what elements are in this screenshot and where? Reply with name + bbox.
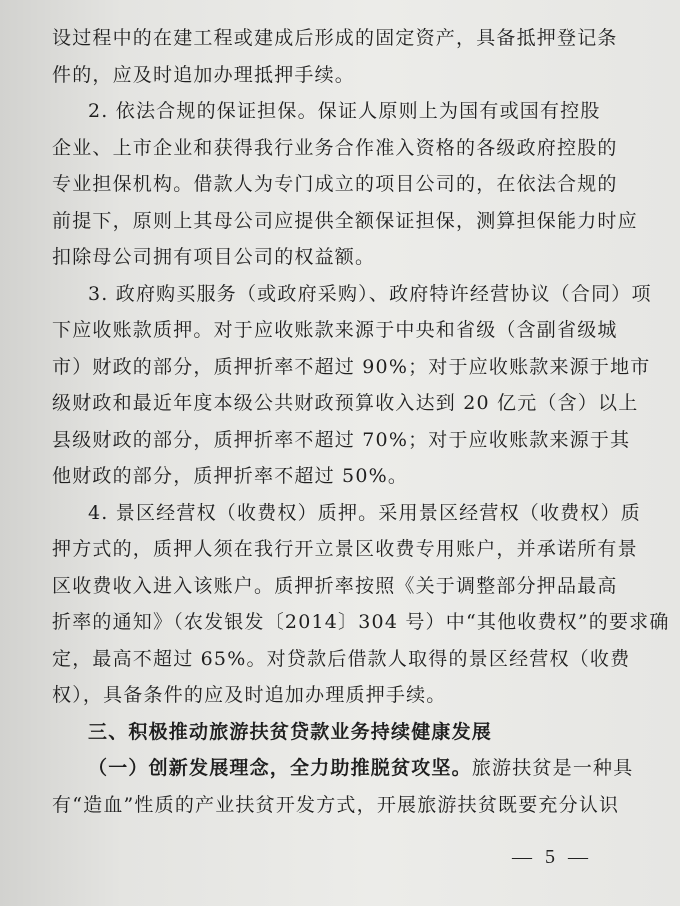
text-line: 扣除母公司拥有项目公司的权益额。 xyxy=(52,246,376,268)
body-text xyxy=(52,20,670,823)
text-line: 件的，应及时追加办理抵押手续。 xyxy=(52,63,356,86)
text-line: 押方式的，质押人须在我行开立景区收费专用账户，并承诺所有景 xyxy=(52,538,638,560)
text-line: 级财政和最近年度本级公共财政预算收入达到 20 亿元（含）以上 xyxy=(52,392,639,414)
paragraph-item-4: 4. 景区经营权（收费权）质押。采用景区经营权（收费权）质 xyxy=(88,501,641,524)
text-line: 专业担保机构。借款人为专门成立的项目公司的，在依法合规的 xyxy=(52,173,618,195)
paragraph-item-3: 3. 政府购买服务（或政府采购）、政府特许经营协议（合同）项 xyxy=(88,282,652,305)
text-line: 权），具备条件的应及时追加办理质押手续。 xyxy=(52,684,447,706)
subsection-heading: （一）创新发展理念，全力助推脱贫攻坚。 xyxy=(88,757,472,779)
text-line: 设过程中的在建工程或建成后形成的固定资产，具备抵押登记条 xyxy=(52,27,618,49)
text-line: 有“造血”性质的产业扶贫开发方式，开展旅游扶贫既要充分认识 xyxy=(52,793,620,816)
section-heading: 三、积极推动旅游扶贫贷款业务持续健康发展 xyxy=(88,720,493,743)
text-line: 下应收账款质押。对于应收账款来源于中央和省级（含副省级城 xyxy=(52,319,618,341)
paragraph-item-2: 2. 依法合规的保证担保。保证人原则上为国有或国有控股 xyxy=(88,100,601,122)
text-line: 定，最高不超过 65%。对贷款后借款人取得的景区经营权（收费 xyxy=(52,647,631,670)
text-line: 企业、上市企业和获得我行业务合作准入资格的各级政府控股的 xyxy=(52,136,618,159)
text-line: 他财政的部分，质押折率不超过 50%。 xyxy=(52,465,409,487)
subsection-paragraph xyxy=(52,750,636,787)
text-line: 前提下，原则上其母公司应提供全额保证担保，测算担保能力时应 xyxy=(52,209,638,232)
text-line: 折率的通知》（农发银发〔2014〕304 号）中“其他收费权”的要求确 xyxy=(52,611,670,633)
text-line: 区收费收入进入该账户。质押折率按照《关于调整部分押品最高 xyxy=(52,574,618,597)
text-line: 县级财政的部分，质押折率不超过 70%；对于应收账款来源于其 xyxy=(52,428,631,451)
subsection-text: 旅游扶贫是一种具 xyxy=(471,757,634,779)
text-line: 市）财政的部分，质押折率不超过 90%；对于应收账款来源于地市 xyxy=(52,355,651,378)
page-number: — 5 — xyxy=(512,846,592,868)
